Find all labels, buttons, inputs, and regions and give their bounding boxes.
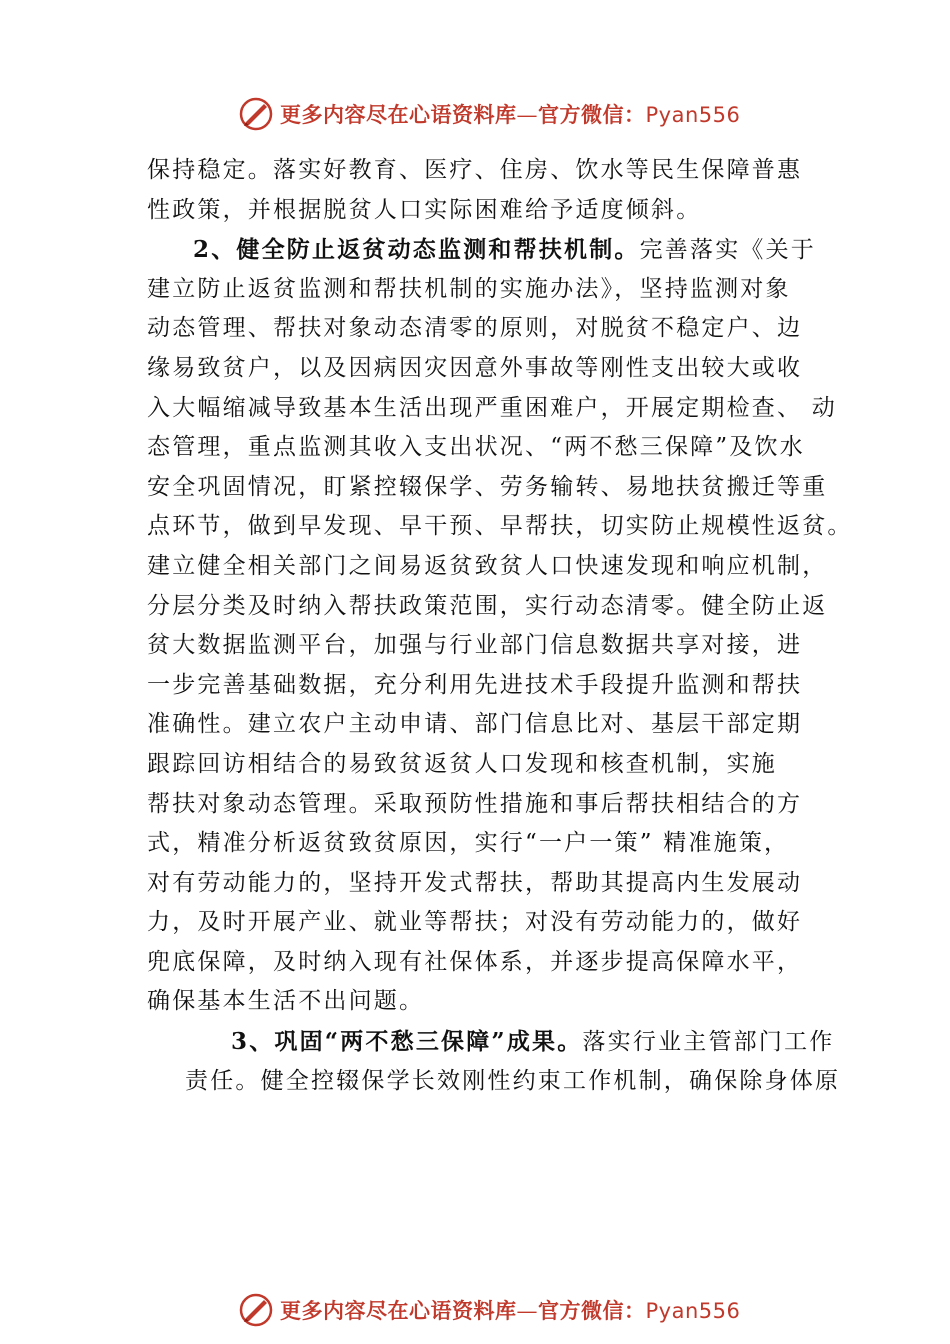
wechat-id: Pyan556	[645, 1299, 741, 1323]
section-2-heading: 2、健全防止返贫动态监测和帮扶机制。	[193, 236, 640, 264]
text-line: 态管理，重点监测其收入支出状况、“两不愁三保障”及饮水	[147, 434, 805, 461]
document-body	[147, 151, 853, 1101]
text-line: 建立防止返贫监测和帮扶机制的实施办法》，坚持监测对象	[147, 275, 791, 302]
watermark-text: 更多内容尽在心语资料库	[280, 1298, 517, 1323]
text-line: 分层分类及时纳入帮扶政策范围，实行动态清零。健全防止返	[147, 592, 828, 619]
text-line: 责任。健全控辍保学长效刚性约束工作机制，确保除身体原	[185, 1067, 841, 1094]
text-line: 式，精准分析返贫致贫原因，实行“一户一策” 精准施策，	[147, 830, 790, 857]
text-line: 确保基本生活不出问题。	[147, 988, 425, 1015]
text-line: 一步完善基础数据，充分利用先进技术手段提升监测和帮扶	[147, 671, 803, 698]
text-line: 兜底保障，及时纳入现有社保体系，并逐步提高保障水平，	[147, 948, 803, 975]
text-line: 点环节，做到早发现、早干预、早帮扶，切实防止规模性返贫。	[147, 513, 853, 540]
text-span: 完善落实《关于	[639, 237, 817, 264]
text-line: 安全巩固情况，盯紧控辍保学、劳务输转、易地扶贫搬迁等重	[147, 473, 828, 500]
text-line: 性政策，并根据脱贫人口实际困难给予适度倾斜。	[147, 196, 702, 223]
wechat-id: Pyan556	[645, 103, 741, 127]
pen-logo-icon	[238, 1292, 274, 1328]
text-line: 力，及时开展产业、就业等帮扶；对没有劳动能力的，做好	[147, 909, 803, 936]
header-watermark	[238, 92, 740, 136]
text-line: 跟踪回访相结合的易致贫返贫人口发现和核查机制，实施	[147, 750, 777, 777]
section-3-first-line	[147, 1022, 835, 1062]
text-span: 落实行业主管部门工作	[582, 1029, 835, 1056]
watermark-separator: —	[516, 103, 538, 127]
text-line: 缘易致贫户，以及因病因灾因意外事故等刚性支出较大或收	[147, 354, 803, 381]
text-line: 建立健全相关部门之间易返贫致贫人口快速发现和响应机制，	[147, 552, 828, 579]
text-line: 动态管理、帮扶对象动态清零的原则，对脱贫不稳定户、边	[147, 315, 803, 342]
pen-logo-icon	[238, 96, 274, 132]
text-line: 帮扶对象动态管理。采取预防性措施和事后帮扶相结合的方	[147, 790, 803, 817]
watermark-separator: —	[516, 1299, 538, 1323]
section-3-heading: 3、巩固“两不愁三保障”成果。	[231, 1028, 583, 1056]
wechat-label: 官方微信：	[538, 1298, 646, 1323]
wechat-label: 官方微信：	[538, 102, 646, 127]
section-2-first-line	[147, 230, 817, 270]
text-line: 保持稳定。落实好教育、医疗、住房、饮水等民生保障普惠	[147, 157, 803, 183]
text-line: 入大幅缩减导致基本生活出现严重困难户，开展定期检查、 动	[147, 394, 837, 421]
text-line: 准确性。建立农户主动申请、部门信息比对、基层干部定期	[147, 711, 803, 738]
footer-watermark	[238, 1288, 740, 1332]
text-line: 对有劳动能力的，坚持开发式帮扶，帮助其提高内生发展动	[147, 869, 803, 896]
watermark-text: 更多内容尽在心语资料库	[280, 102, 517, 127]
text-line: 贫大数据监测平台，加强与行业部门信息数据共享对接，进	[147, 632, 803, 659]
